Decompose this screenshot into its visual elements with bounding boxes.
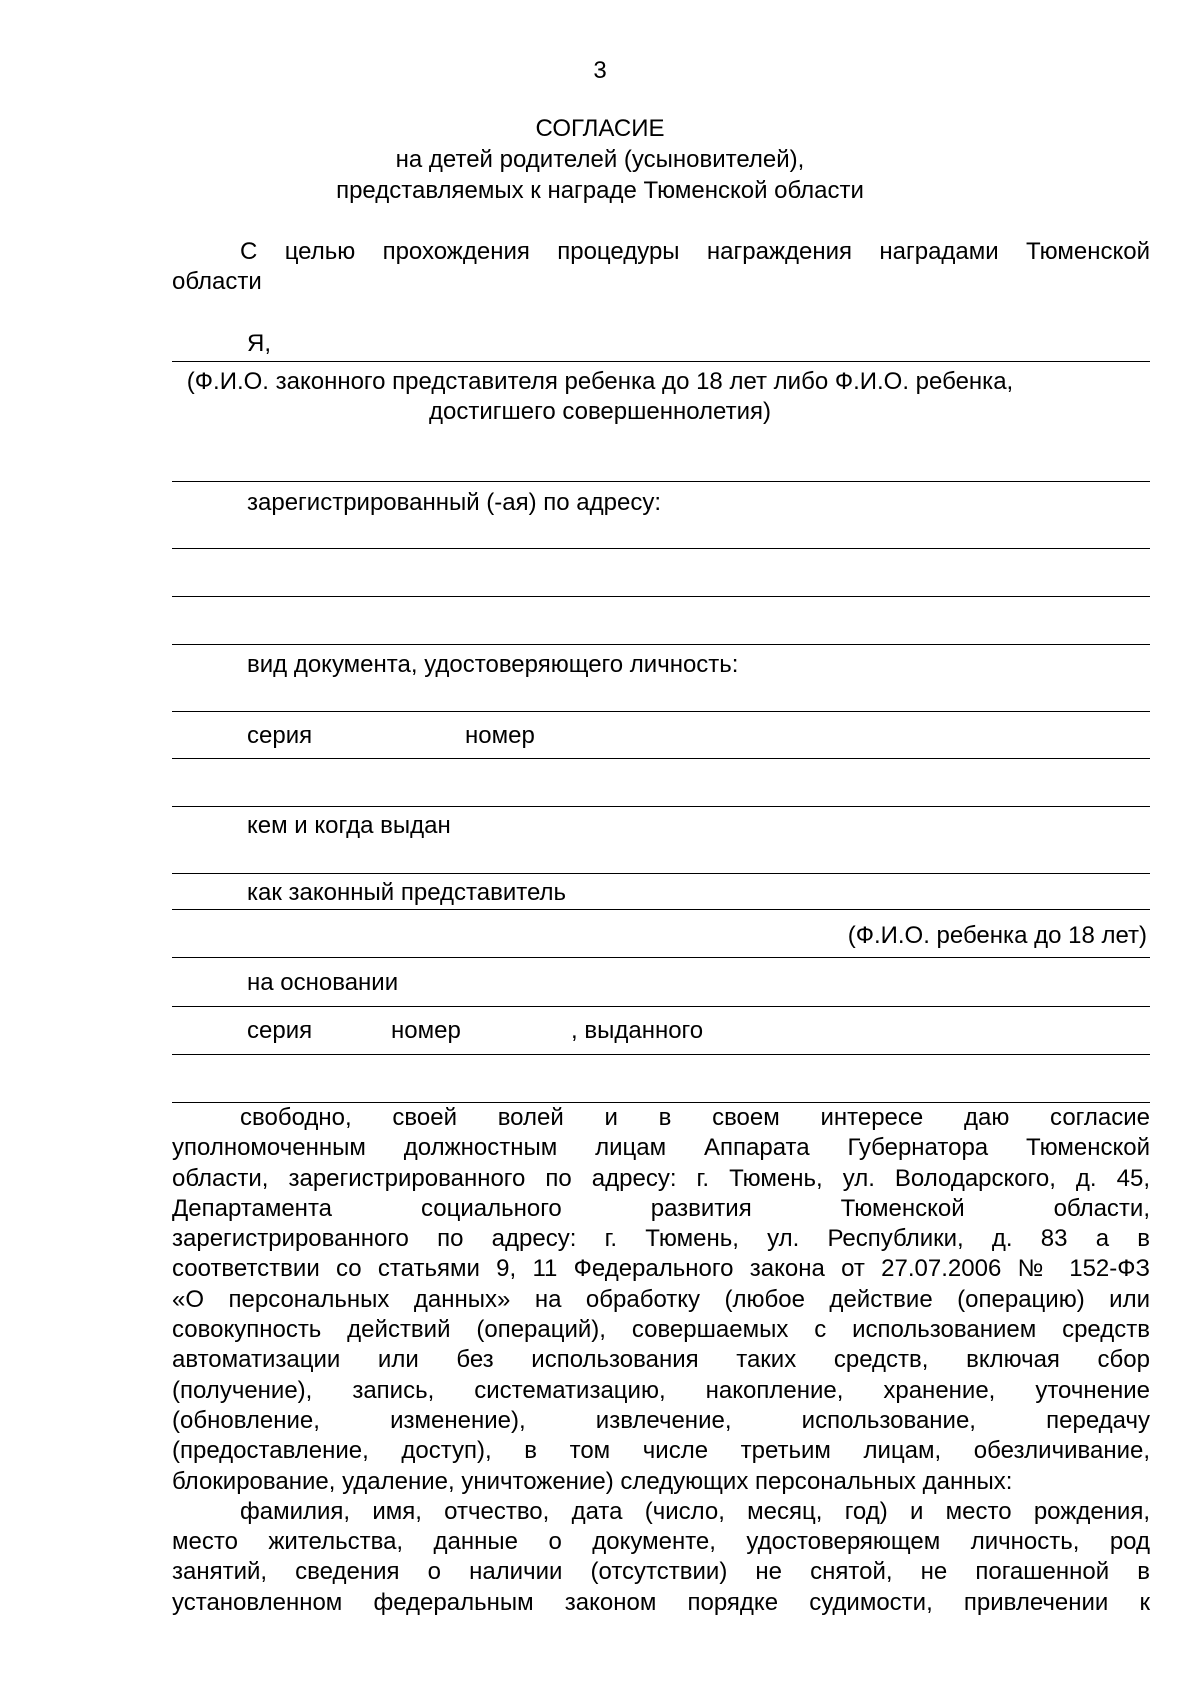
- address-line-2: [172, 596, 1150, 597]
- consent-line: блокирование, удаление, уничтожение) следующих персональных данных:: [172, 1467, 1013, 1495]
- fio-caption-line-1: (Ф.И.О. законного представителя ребенка до 18 лет либо Ф.И.О. ребенка,: [186, 368, 1014, 395]
- consent-line: свободно, своей волей и в своем интересе даю согласие: [240, 1104, 1150, 1131]
- fio-underline: [172, 361, 1150, 362]
- consent-paragraph: [172, 1103, 1150, 1618]
- series-label-2: серия: [247, 1017, 313, 1044]
- document-subtitle-line-2: представляемых к награде Тюменской области: [336, 177, 864, 204]
- consent-line: автоматизации или без использования таких средств, включая сбор: [172, 1346, 1150, 1374]
- id-document-label: вид документа, удостоверяющего личность:: [247, 651, 739, 678]
- consent-line: (получение), запись, систематизацию, накопление, хранение, уточнение: [172, 1376, 1150, 1404]
- issued-label-2: , выданного: [571, 1017, 704, 1044]
- personal-data-line: занятий, сведения о наличии (отсутствии) не снятой, не погашенной в: [172, 1558, 1150, 1586]
- blank-line: [172, 481, 1150, 482]
- personal-data-line: фамилия, имя, отчество, дата (число, месяц, год) и место рождения,: [240, 1497, 1150, 1525]
- on-basis-line: [172, 1006, 1150, 1007]
- fio-caption-line-2: достигшего совершеннолетия): [428, 398, 771, 425]
- personal-data-line: место жительства, данные о документе, удостоверяющем личность, род: [172, 1528, 1150, 1556]
- consent-line: «О персональных данных» на обработку (любое действие (операцию) или: [172, 1285, 1150, 1313]
- series-label: серия: [247, 722, 313, 749]
- consent-line: уполномоченным должностным лицам Аппарата Губернатора Тюменской: [172, 1134, 1150, 1162]
- document-subtitle-line-1: на детей родителей (усыновителей),: [395, 146, 805, 173]
- series-number-line: [172, 758, 1150, 759]
- consent-line: соответствии со статьями 9, 11 Федерального закона от 27.07.2006 № 152-ФЗ: [172, 1255, 1150, 1283]
- legal-rep-label: как законный представитель: [247, 879, 567, 906]
- issued-by-label: кем и когда выдан: [247, 812, 451, 839]
- address-line-1: [172, 548, 1150, 549]
- address-line-3: [172, 644, 1150, 645]
- document-title: СОГЛАСИЕ: [535, 115, 665, 142]
- issued-by-line: [172, 873, 1150, 874]
- consent-line: совокупность действий (операций), совершаемых с использованием средств: [172, 1316, 1150, 1344]
- consent-line: (обновление, изменение), извлечение, использование, передачу: [172, 1406, 1150, 1434]
- intro-line-1: [172, 237, 1150, 267]
- child-caption-line: [172, 957, 1150, 958]
- child-name-caption: (Ф.И.О. ребенка до 18 лет): [847, 922, 1147, 949]
- blank-line-2: [172, 806, 1150, 807]
- consent-line: области, зарегистрированного по адресу: г. Тюмень, ул. Володарского, д. 45,: [172, 1164, 1150, 1192]
- ya-label: Я,: [247, 330, 271, 357]
- child-name-line: [172, 909, 1150, 910]
- on-basis-label: на основании: [247, 969, 399, 996]
- id-document-line: [172, 711, 1150, 712]
- consent-line: Департамента социального развития Тюменской области,: [172, 1194, 1150, 1222]
- registered-label: зарегистрированный (-ая) по адресу:: [247, 489, 662, 516]
- number-label-2: номер: [391, 1017, 461, 1044]
- consent-line: зарегистрированного по адресу: г. Тюмень, ул. Республики, д. 83 а в: [172, 1225, 1150, 1253]
- page-number: 3: [593, 57, 607, 84]
- intro-text-1: С целью прохождения процедуры награждения наградами Тюменской: [240, 238, 1150, 265]
- personal-data-line: установленном федеральным законом порядке судимости, привлечении к: [172, 1588, 1150, 1616]
- consent-line: (предоставление, доступ), в том числе третьим лицам, обезличивание,: [172, 1437, 1150, 1465]
- basis-document-line: [172, 1054, 1150, 1055]
- intro-line-2: области: [172, 268, 262, 295]
- number-label: номер: [465, 722, 535, 749]
